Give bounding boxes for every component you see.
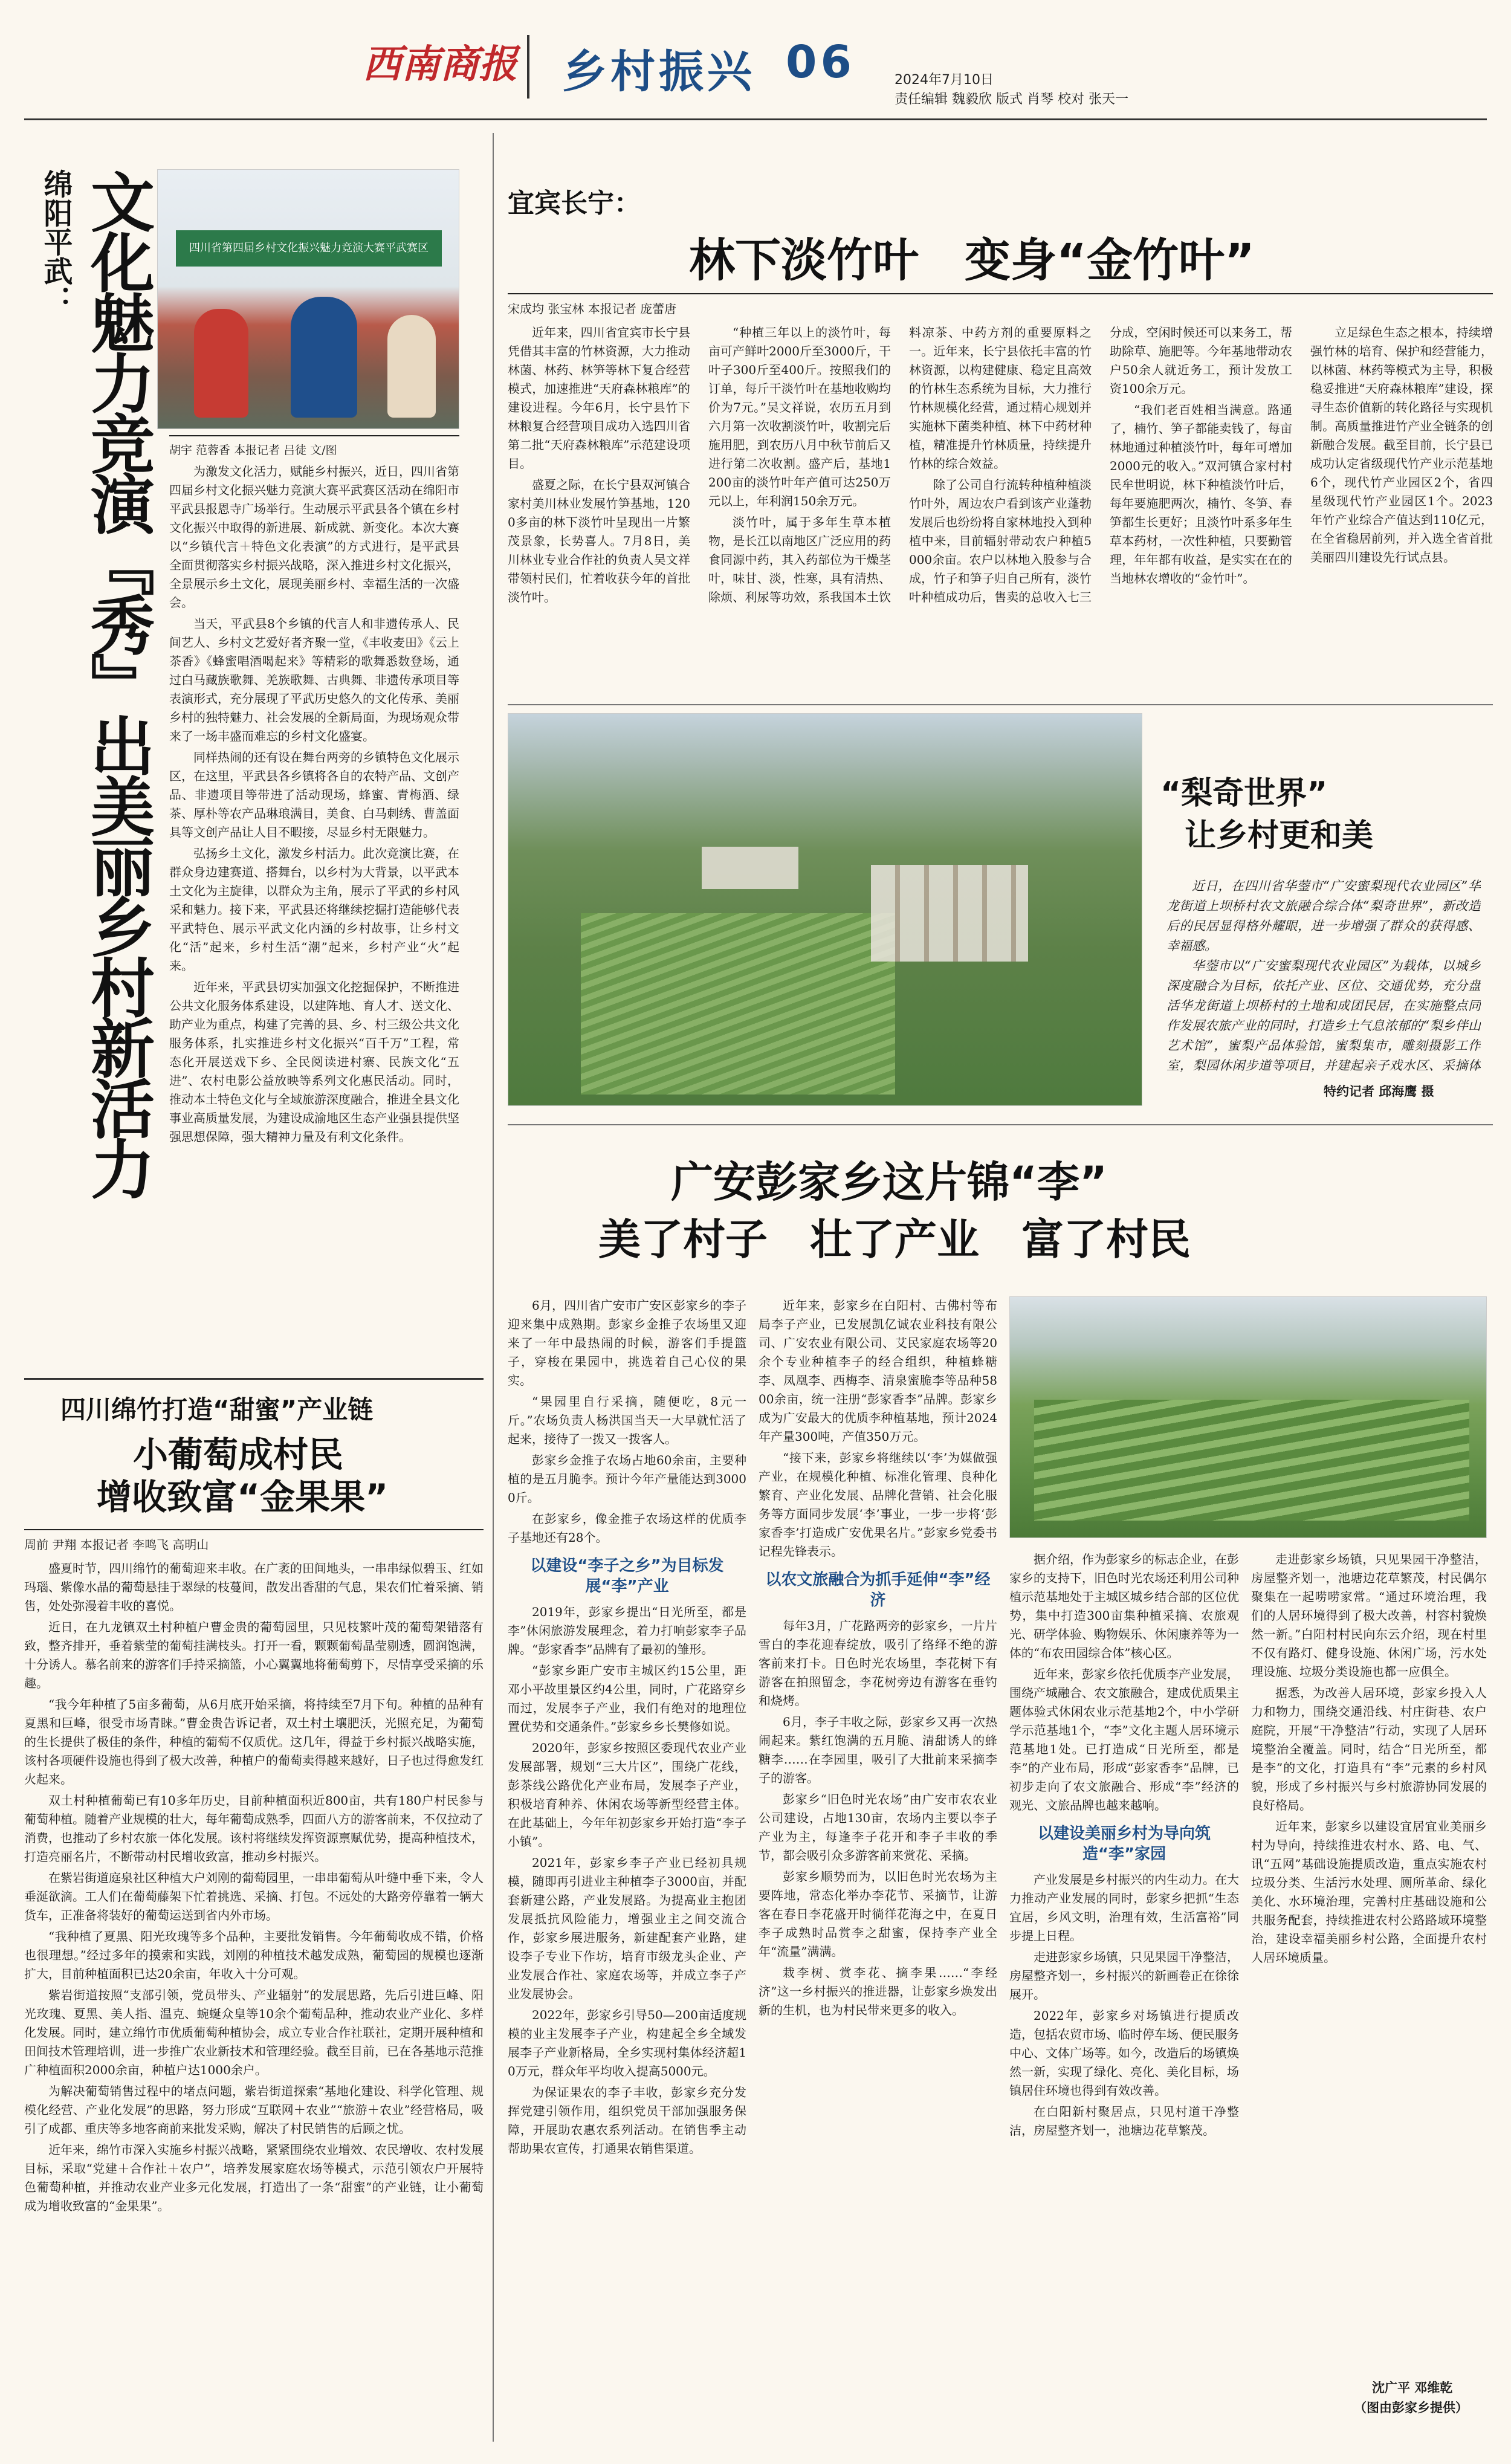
header-rule (24, 118, 1487, 120)
section-subhead: 以建设“李子之乡”为目标发展“李”产业 (530, 1557, 724, 1596)
article-body (24, 1559, 484, 2442)
caption-paragraph: 近日，在四川省华蓥市“广安蜜梨现代农业园区”华龙街道上坝桥村农文旅融合综合体“梨奇世界”，新改造后的民居显得格外耀眼，进一步增强了群众的获得感、幸福感。 (1166, 879, 1481, 953)
article-byline: 周前 尹翔 本报记者 李鸣飞 高明山 (24, 1529, 484, 1553)
article-title-lead: 绵阳平武： (39, 169, 73, 314)
paragraph: 近年来，绵竹市深入实施乡村振兴战略，紧紧围绕农业增效、农民增收、农村发展目标，采取“党建＋合作社＋农户”，培养发展家庭农场等模式，示范引领农户开展特色葡萄种植，并推动农业产业多元化发展，打造出了一条“甜蜜”的产业链，让小葡萄成为增收致富的“金果果”。 (24, 2142, 484, 2213)
paragraph: 淡竹叶，属于多年生草本植物，是长江以南地区广泛应用的药食同源中药，其入药部位为干燥茎叶，味甘、淡，性寒，具有清热、除烦、利尿等功效，系我国本土饮料凉茶、中药方剂的重要原料之一。近年来，长宁县依托丰富的竹林资源，以构建健康、稳定且高效的竹林生态系统为目标，大力推行竹林规模化经营，通过精心规划并实施林下菌类种植、林下中药材种植，精准提升竹林质量，持续提升竹林的综合效益。 (708, 325, 1092, 604)
paragraph: 彭家乡顺势而为，以旧色时光农场为主要阵地，常态化举办李花节、采摘节，让游客在春日李花盛开时徜徉花海之中，在夏日李子成熟时品赏李之甜蜜，保持李产业全年“流量”满满。 (759, 1869, 997, 1959)
page-header (0, 0, 1511, 121)
article-column (508, 1296, 746, 2427)
aerial-village-photo (508, 713, 1142, 1106)
masthead: 西南商报 (363, 42, 517, 87)
section-rule (508, 1124, 1493, 1125)
article-column (1251, 1550, 1487, 2372)
article-title: 林下淡竹叶 变身“金竹叶” (689, 233, 1255, 287)
paragraph: 双土村种植葡萄已有10多年历史，目前种植面积近800亩，共有180户村民参与葡萄种植。随着产业规模的壮大，每年葡萄成熟季，四面八方的游客前来，不仅拉动了消费，也推动了乡村农旅一体化发展。该村将继续发挥资源禀赋优势，提高种植技术，打造亮丽名片，不断带动村民增收致富，推动乡村振兴。 (24, 1793, 484, 1864)
paragraph: 当天，平武县8个乡镇的代言人和非遗传承人、民间艺人、乡村文艺爱好者齐聚一堂，《丰收麦田》《云上茶香》《蜂蜜唱酒喝起来》等精彩的歌舞悉数登场，通过白马藏族歌舞、羌族歌舞、古典舞、非遗传承项目等表演形式，充分展现了平武历史悠久的文化传承、美丽乡村的独特魅力、社会发展的全新局面，为现场观众带来了一场丰盛而难忘的乡村文化盛宴。 (169, 616, 459, 743)
paragraph: 2022年，彭家乡引导50—200亩适度规模的业主发展李子产业，构建起全乡全域发展李子产业新格局，全乡实现村集体经济超10万元，群众年平均收入提高5000元。 (508, 2008, 746, 2078)
paragraph: “接下来，彭家乡将继续以‘李’为媒做强产业，在规模化种植、标准化管理、良种化繁育、产业化发展、品牌化营销、社会化服务等方面同步发展‘李’事业，一步一步将‘彭家香李’打造成广安优果名片。”彭家乡党委书记程先锋表示。 (759, 1450, 997, 1559)
banner: 四川省第四届乡村文化振兴魅力竞演大赛平武赛区 (176, 230, 442, 267)
paragraph: 在彭家乡，像金推子农场这样的优质李子基地还有28个。 (508, 1512, 746, 1545)
paragraph: 为保证果农的李子丰收，彭家乡充分发挥党建引领作用，组织党员干部加强服务保障，开展助农惠农系列活动。在销售季主动帮助果农宣传，打通果农销售渠道。 (508, 2085, 746, 2156)
house-cluster (871, 865, 1028, 962)
paragraph: 近年来，四川省宜宾市长宁县凭借其丰富的竹林资源，大力推动林菌、林药、林笋等林下复合经营模式，加速推进“天府森林粮库”的建设进程。今年6月，长宁县竹下林粮复合经营项目成功入选四川省第二批“天府森林粮库”示范建设项目。 (508, 325, 690, 471)
paragraph: 每年3月，广花路两旁的彭家乡，一片片雪白的李花迎春绽放，吸引了络绎不绝的游客前来打卡。日色时光农场里，李花树下有游客在拍照留念，李花树旁边有游客在垂钓和烧烤。 (759, 1618, 997, 1708)
paragraph: 盛夏之际，在长宁县双河镇合家村美川林业发展竹笋基地，1200多亩的林下淡竹叶呈现出一片繁茂景象，长势喜人。7月8日，美川林业专业合作社的负责人吴文祥带领村民们，忙着收获今年的首批淡竹叶。 (508, 477, 690, 604)
paragraph: 盛夏时节，四川绵竹的葡萄迎来丰收。在广袤的田间地头，一串串绿似碧玉、红如玛瑙、紫像水晶的葡萄悬挂于翠绿的枝蔓间，散发出香甜的气息，果农们忙着采摘、销售，处处弥漫着丰收的喜悦。 (24, 1561, 484, 1613)
paragraph: 彭家乡“旧色时光农场”由广安市农农业公司建设，占地130亩，农场内主要以李子产业为主，每逢李子花开和李子丰收的季节，都会吸引众多游客前来赏花、采摘。 (759, 1792, 997, 1863)
paragraph: 除了公司自行流转种植种植淡竹叶外，周边农户看到该产业蓬勃发展后也纷纷将自家林地投入到种植中来，目前辐射带动农户种植5000余亩。农户以林地入股参与合成，竹子和笋子归自己所有，淡竹叶种植成功后，售卖的总收入七三分成，空闲时候还可以来务工，帮助除草、施肥等。今年基地带动农户50余人就近务工，预计发放工资100余万元。 (909, 325, 1292, 604)
section-subhead: 以农文旅融合为抓手延伸“李”经济 (765, 1571, 991, 1609)
paragraph: 6月，李子丰收之际，彭家乡又再一次热闹起来。紫红饱满的五月脆、清甜诱人的蜂糖李……在李园里，吸引了大批前来采摘李子的游客。 (759, 1715, 997, 1785)
article-body (508, 323, 1493, 695)
section-rule (508, 704, 1493, 705)
paragraph: 近年来，平武县切实加强文化挖掘保护，不断推进公共文化服务体系建设，以建阵地、育人才、送文化、助产业为重点，构建了完善的县、乡、村三级公共文化服务体系，扎实推进乡村文化振兴“百千万”工程，常态化开展送戏下乡、全民阅读进村寨、民族文化“五进”、农村电影公益放映等系列文化惠民活动。同时，推动本土特色文化与全域旅游深度融合，推进全县文化事业高质量发展，为建设成渝地区生态产业强县提供坚强思想保障，强大精神力量及有利文化条件。 (169, 980, 459, 1144)
caption-paragraph: 华蓥市以“广安蜜梨现代农业园区”为载体，以城乡深度融合为目标，依托产业、区位、交通优势，充分盘活华龙街道上坝桥村的土地和成团民居，在实施整点同作发展农旅产业的同时，打造乡土气息浓郁的“梨乡伴山艺术馆”，蜜梨产品体验馆，蜜梨集市，雕刻摄影工作室，梨园休闲步道等项目，并建起亲子戏水区、采摘体 (1166, 959, 1481, 1073)
feature-liqi-world (508, 713, 1493, 1112)
paragraph: “我们老百姓相当满意。路通了，楠竹、笋子都能卖钱了，每亩林地通过种植淡竹叶，每年可增加2000元的收入。”双河镇合家村村民牟世明说，林下种植淡竹叶后，每年要施肥两次，楠竹、冬笋、春笋都生长更好；且淡竹叶系多年生草本药材，一次性种植，只要勤管理，年年都有收益，是实实在在的当地林农增收的“金竹叶”。 (1110, 403, 1292, 586)
feature-title-line1: “梨奇世界” (1160, 775, 1328, 812)
paragraph: 近年来，彭家乡以建设宜居宜业美丽乡村为导向，持续推进农村水、路、电、气、讯“五网”基础设施提质改造，重点实施农村垃圾分类、生活污水处理、厕所革命、绿化美化、水环境治理，完善村庄基础设施和公共服务配套，持续推进农村公路路域环境整治，建设幸福美丽乡村公路，全面提升农村人居环境质量。 (1251, 1819, 1487, 1965)
section-rule (24, 1378, 484, 1380)
orchard-rows (1034, 1400, 1469, 1521)
paragraph: 紫岩街道按照“支部引领，党员带头、产业辐射”的发展思路，先后引进巨峰、阳光玫瑰、夏黑、美人指、温克、蜿蜒众皇等10余个葡萄品种，推动农业产业化、多样化发展。同时，建立绵竹市优质葡萄种植协会，成立专业合作社联社，定期开展种植和田间技术管理培训，进一步推广农业新技术和管理经验。截至目前，已在各基地示范推广种植面积2000余亩，种植户达1000余户。 (24, 1988, 484, 2077)
article-title-line2: 增收致富“金果果” (97, 1476, 389, 1518)
paragraph: 为激发文化活力，赋能乡村振兴，近日，四川省第四届乡村文化振兴魅力竞演大赛平武赛区活动在绵阳市平武县报恩寺广场举行。生动展示平武县各个镇在乡村文化振兴中取得的新进展、新成就、新变化。本次大赛以“乡镇代言＋特色文化表演”的方式进行，是平武县全面贯彻落实乡村振兴战略，深入推进乡村文化振兴，全景展示乡土文化，展现美丽乡村、幸福生活的一次盛会。 (169, 464, 459, 610)
dancer-shape (194, 309, 248, 418)
article-title-line2: 美了村子 壮了产业 富了村民 (598, 1215, 1191, 1264)
house-cluster (702, 847, 798, 889)
article-pengjia (508, 1148, 1493, 2442)
paragraph: “果园里自行采摘，随便吃，8元一斤。”农场负责人杨洪国当天一大早就忙活了起来，接待了一拨又一拨客人。 (508, 1394, 746, 1446)
paragraph: 彭家乡金推子农场占地60余亩，主要种植的是五月脆李。预计今年产量能达到30000斤。 (508, 1453, 746, 1505)
article-column (1009, 1550, 1239, 2427)
feature-credit: 特约记者 邱海鹰 摄 (1324, 1084, 1434, 1099)
article-column (759, 1296, 997, 2427)
paragraph: 据悉，为改善人居环境，彭家乡投入人力和物力，围绕交通沿线、村庄街巷、农户庭院，开展“干净整洁”行动，实现了人居环境整治全覆盖。同时，结合“日光所至，都是李”的文化，打造具有“李”元素的乡村风貌，形成了乡村振兴与乡村旅游协同发展的良好格局。 (1251, 1686, 1487, 1812)
column-divider (493, 133, 494, 2442)
article-kicker: 四川绵竹打造“甜蜜”产业链 (60, 1395, 374, 1424)
paragraph: 2022年，彭家乡对场镇进行提质改造，包括农贸市场、临时停车场、便民服务中心、文体广场等。如今，改造后的场镇焕然一新，实现了绿化、亮化、美化目标，场镇居住环境也得到有效改善。 (1009, 2008, 1239, 2098)
paragraph: 走进彭家乡场镇，只见果园干净整洁，房屋整齐划一，乡村振兴的新画卷正在徐徐展开。 (1009, 1950, 1239, 2002)
article-kicker: 宜宾长宁： (508, 188, 641, 219)
paragraph: 2020年，彭家乡按照区委现代农业产业发展部署，规划“三大片区”，围绕广花线，彭茶线公路优化产业布局，发展李子产业，积极培育种养、休闲农场等新型经营主体。在此基础上，今年年初彭家乡开始打造“李子小镇”。 (508, 1741, 746, 1849)
article-mianyang (18, 169, 465, 1378)
paragraph: 同样热闹的还有设在舞台两旁的乡镇特色文化展示区，在这里，平武县各乡镇将各自的农特产品、文创产品、非遗项目等带进了活动现场，蜂蜜、青梅酒、绿茶、厚朴等农产品琳琅满目，美食、白马刺绣、曹盖面具等文创产品让人目不暇接，尽显乡村无限魅力。 (169, 750, 459, 839)
paragraph: 弘扬乡土文化，激发乡村活力。此次竞演比赛，在群众身边建赛道、搭舞台，以乡村为大背景，以平武本土文化为主旋律，以群众为主角，展示了平武的乡村风采和魅力。接下来，平武县还将继续挖掘打造能够代表平武特色、展示平武文化内涵的乡村故事，让乡村文化“活”起来，乡村生活“潮”起来，乡村产业“火”起来。 (169, 846, 459, 973)
editors-line: 责任编辑 魏毅欣 版式 肖琴 校对 张天一 (895, 92, 1128, 107)
plum-orchard-photo (1009, 1296, 1487, 1538)
paragraph: 走进彭家乡场镇，只见果园干净整洁，房屋整齐划一，池塘边花草繁茂，村民偶尔聚集在一起唠唠家常。“通过环境治理，我们的人居环境得到了极大改善，村容村貌焕然一新。”白阳村村民向东云介绍，现在村里不仅有路灯、健身设施、休闲广场，污水处理设施、垃圾分类设施也都一应俱全。 (1251, 1552, 1487, 1679)
article-title: 文化魅力竞演『秀』出美丽乡村新活力 (80, 169, 155, 1197)
photo-credit: （图由彭家乡提供） (1354, 2401, 1468, 2415)
article-body (169, 462, 459, 1272)
paragraph: 在紫岩街道庭泉社区种植大户刘刚的葡萄园里，一串串葡萄从叶缝中垂下来，令人垂涎欲滴。工人们在葡萄藤架下忙着挑选、采摘、打包。不远处的大路旁停靠着一辆大货车，正准备将装好的葡萄运送到省内外市场。 (24, 1871, 484, 1922)
paragraph: 2021年，彭家乡李子产业已经初具规模，随即再引进业主种植李子3000亩，并配套新建公路，产业发展路。为提高业主抱团发展抵抗风险能力，增强业主之间交流合作，彭家乡展进服务，新建配套产业路，建设李子专业下作坊，培育市级龙头企业、产业发展合作社、家庭农场等，并成立李子产业发展协会。 (508, 1855, 746, 2001)
paragraph: 近日，在九龙镇双土村种植户曹金贵的葡萄园里，只见枝繁叶茂的葡萄架错落有致，整齐排开，垂着紫莹的葡萄挂满枝头。打开一看，颗颗葡萄晶莹剔透，圆润饱满，十分诱人。慕名前来的游客们手持采摘篮，小心翼翼地将葡萄剪下，尽情享受采摘的乐趣。 (24, 1620, 484, 1690)
article-title-line1: 广安彭家乡这片锦“李” (671, 1157, 1108, 1207)
feature-title-line2: 让乡村更和美 (1185, 818, 1374, 854)
paragraph: 6月，四川省广安市广安区彭家乡的李子迎来集中成熟期。彭家乡金推子农场里又迎来了一年中最热闹的时候，游客们手提篮子，穿梭在果园中，挑选着自己心仪的果实。 (508, 1298, 746, 1388)
paragraph: 近年来，彭家乡依托优质李产业发展，围绕产城融合、农文旅融合，建成优质果主题体验式休闲农业示范基地2个，中小学研学示范基地1个，“李”文化主题人居环境示范基地1处。已打造成“日光所至，都是李”的产业布局，形成“彭家香李”品牌，已初步走向了农文旅融合、形成“李”经济的观光、文旅品牌也越来越响。 (1009, 1667, 1239, 1812)
paragraph: 2019年，彭家乡提出“日光所至，都是李”休闲旅游发展理念，着力打响彭家李子品牌。“彭家香李”品牌有了最初的雏形。 (508, 1605, 746, 1657)
page-name: 乡村振兴 (562, 46, 756, 98)
header-divider (527, 35, 529, 99)
section-subhead: 以建设美丽乡村为导向筑造“李”家园 (1037, 1825, 1211, 1863)
paragraph: 在白阳新村聚居点，只见村道干净整洁，房屋整齐划一，池塘边花草繁茂。 (1009, 2104, 1239, 2138)
paragraph: 据介绍，作为彭家乡的标志企业，在彭家乡的支持下，旧色时光农场还利用公司种植示范基地处于主城区城乡结合部的区位优势，集中打造300亩集种植采摘、农旅观光、研学体验、购物娱乐、休闲康养等为一体的“布农田园综合体”核心区。 (1009, 1552, 1239, 1660)
article-byline: 沈广平 邓维乾 (1372, 2381, 1453, 2395)
article-changning (508, 169, 1493, 701)
paragraph: 近年来，彭家乡在白阳村、古佛村等布局李子产业，已发展凯亿诚农业科技有限公司、广安农业有限公司、艾民家庭农场等20余个专业种植李子的经合组织，种植蜂糖李、凤凰李、西梅李、清泉蜜脆李等品种5800余亩，统一注册“彭家香李”品牌。彭家乡成为广安最大的优质李种植基地，预计2024年产量300吨，产值350万元。 (759, 1298, 997, 1444)
paragraph: 栽李树、赏李花、摘李果……“李经济”这一乡村振兴的推进器，让彭家乡焕发出新的生机，也为村民带来更多的收入。 (759, 1965, 997, 2017)
paragraph: 立足绿色生态之根本，持续增强竹林的培育、保护和经营能力，以林菌、林药等模式为主导，积极稳妥推进“天府森林粮库”建设，探寻生态价值新的转化路径与实现机制。高质量推进竹产业全链条的创新融合发展。截至目前，长宁县已成功认定省级现代竹产业示范基地6个，现代竹产业园区2个，省四星级现代竹产业园区1个。2023年竹产业综合产值达到110亿元，在全省稳居前列，并入选全省首批美丽四川建设先行试点县。 (1310, 325, 1493, 564)
paragraph: “我今年种植了5亩多葡萄，从6月底开始采摘，将持续至7月下旬。种植的品种有夏黑和巨峰，很受市场青睐。”曹金贵告诉记者，双土村土壤肥沃，光照充足，为葡萄的生长提供了极佳的条件，种植的葡萄不仅质优。这几年，得益于乡村振兴战略实施，该村各项硬件设施也得到了极大改善，种植户的葡萄卖得越来越好，日子也过得愈发红火起来。 (24, 1697, 484, 1787)
issue-date: 2024年7月10日 (895, 73, 994, 88)
page-number: 06 (786, 36, 855, 88)
farm-rows (581, 913, 895, 1095)
article-mianzhu (24, 1378, 484, 2448)
dancer-shape (387, 315, 436, 418)
paragraph: 产业发展是乡村振兴的内生动力。在大力推动产业发展的同时，彭家乡把抓“生态宜居，乡风文明，治理有效，生活富裕”同步提上日程。 (1009, 1872, 1239, 1943)
article-byline: 宋成均 张宝林 本报记者 庞蕾唐 (508, 293, 1493, 317)
feature-caption (1166, 876, 1481, 1076)
photo-credit: 胡宇 范蓉香 本报记者 吕徒 文/图 (169, 435, 459, 458)
paragraph: “彭家乡距广安市主城区约15公里，距邓小平故里景区约4公里，同时，广花路穿乡而过，发展李子产业，我们有绝对的地理位置优势和交通条件。”彭家乡乡长樊修如说。 (508, 1663, 746, 1734)
performance-photo (157, 169, 459, 429)
article-title-line1: 小葡萄成村民 (133, 1434, 344, 1475)
paragraph: “我种植了夏黑、阳光玫瑰等多个品种，主要批发销售。今年葡萄收成不错，价格也很理想。”经过多年的摸索和实践，刘刚的种植技术越发成熟，葡萄园的规模也逐渐扩大，目前种植面积已达20余亩，年收入十分可观。 (24, 1929, 484, 1981)
paragraph: “种植三年以上的淡竹叶，每亩可产鲜叶2000斤至3000斤，干叶子300斤至400斤。按照我们的订单，每斤干淡竹叶在基地收购均价为7元。”吴文祥说，农历五月到六月第一次收割淡竹叶，收割完后施用肥，到农历八月中秋节前后又进行第二次收割。盛产后，基地1200亩的淡竹叶年产值可达250万元以上，年利润150余万元。 (708, 325, 891, 508)
paragraph: 为解决葡萄销售过程中的堵点问题，紫岩街道探索“基地化建设、科学化管理、规模化经营、产业化发展”的思路，努力形成“互联网＋农业”“旅游＋农业”经营格局，吸引了成都、重庆等多地客商前来批发采购，解决了村民销售的后顾之忧。 (24, 2084, 484, 2136)
dancer-shape (291, 297, 357, 418)
